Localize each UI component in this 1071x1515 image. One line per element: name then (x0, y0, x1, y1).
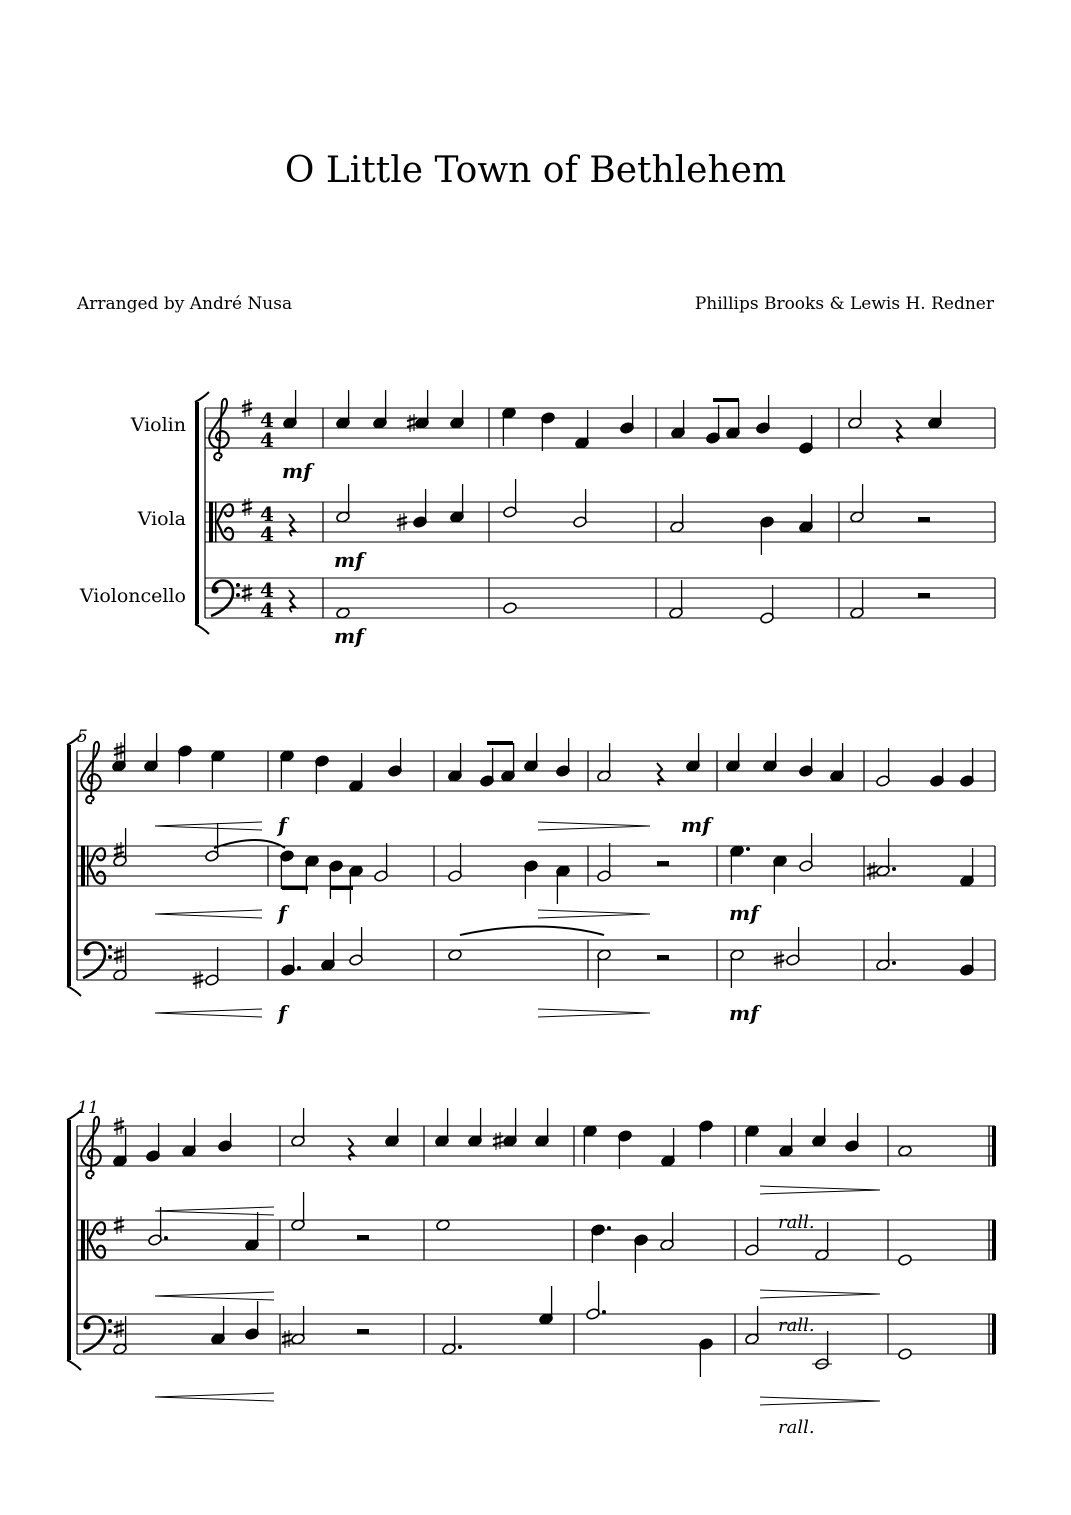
half-rest-icon (357, 1235, 369, 1240)
note-head (898, 1348, 913, 1361)
sharp-icon (117, 1216, 121, 1234)
bracket-hook (67, 1360, 81, 1370)
alto-clef-icon (215, 502, 217, 542)
bass-clef-icon (84, 1323, 91, 1330)
final-barline-thick (992, 1220, 996, 1260)
quarter-rest-icon (657, 763, 663, 785)
sharp-icon (867, 866, 877, 875)
crescendo-hairpin (155, 822, 262, 830)
half-rest-icon (918, 593, 930, 598)
time-signature-denominator: 4 (260, 522, 274, 546)
dynamic-mf: mf (681, 813, 711, 837)
dynamic-f: f (278, 1001, 287, 1025)
time-signature-numerator: 4 (260, 578, 274, 602)
sharp-icon (242, 588, 252, 597)
bracket-hook (195, 624, 209, 634)
bass-clef-dot (108, 1329, 112, 1333)
augmentation-dot (458, 1345, 462, 1349)
sharp-icon (114, 950, 124, 959)
quarter-rest-icon (289, 514, 295, 536)
time-signature-numerator: 4 (260, 502, 274, 526)
bass-clef-icon (84, 949, 91, 956)
dynamic-mf: mf (729, 1001, 759, 1025)
bracket-hook (195, 392, 209, 402)
dynamic-mf: mf (334, 624, 364, 648)
final-barline-thick (992, 1126, 996, 1166)
note-head (503, 602, 518, 615)
decrescendo-hairpin (760, 1290, 880, 1298)
augmentation-dot (607, 1226, 611, 1230)
bass-clef-dot (236, 593, 240, 597)
alto-clef-icon (87, 846, 89, 886)
composer-credit: Phillips Brooks & Lewis H. Redner (694, 294, 994, 314)
note-head (436, 1219, 451, 1232)
sharp-icon (870, 862, 874, 880)
half-rest-icon (918, 517, 930, 522)
augmentation-dot (602, 1310, 606, 1314)
alto-clef-icon (87, 1220, 89, 1260)
rall-marking: rall. (778, 1417, 815, 1438)
half-rest-icon (357, 1329, 369, 1334)
tie-slur (214, 840, 285, 848)
bass-clef-dot (108, 955, 112, 959)
sharp-icon (245, 584, 249, 602)
sharp-icon (114, 1324, 124, 1333)
bass-clef-icon (212, 587, 219, 594)
note-head (448, 949, 463, 962)
sharp-icon (496, 1132, 500, 1150)
crescendo-hairpin (155, 1009, 262, 1017)
sharp-icon (242, 502, 252, 511)
bracket-hook (67, 986, 81, 996)
sharp-icon (117, 1320, 121, 1338)
augmentation-dot (164, 1236, 168, 1240)
alto-clef-icon (81, 1220, 85, 1260)
system-bracket (67, 745, 71, 986)
beam (282, 886, 308, 890)
tie-slur (460, 927, 604, 936)
bass-clef-dot (108, 945, 112, 949)
instrument-label-viola: Viola (137, 508, 186, 530)
half-rest-icon (657, 955, 669, 960)
sharp-icon (245, 498, 249, 516)
decrescendo-hairpin (760, 1186, 880, 1194)
rall-marking: rall. (778, 1212, 815, 1233)
system-bracket (195, 402, 199, 624)
measure-number: 5 (77, 727, 88, 747)
final-barline-thick (992, 1314, 996, 1354)
time-signature-denominator: 4 (260, 598, 274, 622)
quarter-rest-icon (896, 420, 902, 442)
crescendo-hairpin (155, 1393, 274, 1401)
decrescendo-hairpin (538, 822, 650, 830)
instrument-label-violoncello: Violoncello (79, 585, 186, 607)
augmentation-dot (746, 847, 750, 851)
half-rest-icon (657, 861, 669, 866)
bass-clef-dot (236, 583, 240, 587)
crescendo-hairpin (155, 910, 262, 918)
sharp-icon (114, 1220, 124, 1229)
sharp-icon (117, 946, 121, 964)
decrescendo-hairpin (538, 1009, 650, 1017)
sharp-icon (114, 846, 124, 855)
time-signature-numerator: 4 (260, 408, 274, 432)
dynamic-mf: mf (334, 548, 364, 572)
augmentation-dot (892, 867, 896, 871)
dynamic-f: f (278, 813, 287, 837)
sharp-icon (493, 1136, 503, 1145)
beam (713, 398, 739, 402)
measure-number: 11 (77, 1098, 99, 1118)
note-head (336, 607, 351, 620)
note-head (898, 1145, 913, 1158)
decrescendo-hairpin (760, 1397, 880, 1405)
system-bracket (67, 1120, 71, 1360)
arranger-credit: Arranged by André Nusa (77, 294, 293, 314)
dynamic-f: f (278, 901, 287, 925)
augmentation-dot (892, 961, 896, 965)
sharp-icon (410, 414, 414, 432)
alto-clef-icon (209, 502, 213, 542)
augmentation-dot (297, 966, 301, 970)
crescendo-hairpin (155, 1207, 274, 1215)
crescendo-hairpin (155, 1292, 274, 1300)
rall-marking: rall. (778, 1315, 815, 1336)
note-head (898, 1254, 913, 1267)
quarter-rest-icon (289, 590, 295, 612)
decrescendo-hairpin (538, 910, 650, 918)
time-signature-denominator: 4 (260, 428, 274, 452)
dynamic-mf: mf (282, 459, 312, 483)
score-title: O Little Town of Bethlehem (284, 150, 787, 191)
instrument-label-violin: Violin (130, 414, 186, 436)
quarter-rest-icon (348, 1138, 354, 1160)
alto-clef-icon (81, 846, 85, 886)
beam (331, 886, 353, 890)
sharp-icon (282, 1334, 292, 1343)
dynamic-mf: mf (729, 901, 759, 925)
sharp-icon (285, 1330, 289, 1348)
beam (487, 741, 513, 745)
bass-clef-dot (108, 1319, 112, 1323)
